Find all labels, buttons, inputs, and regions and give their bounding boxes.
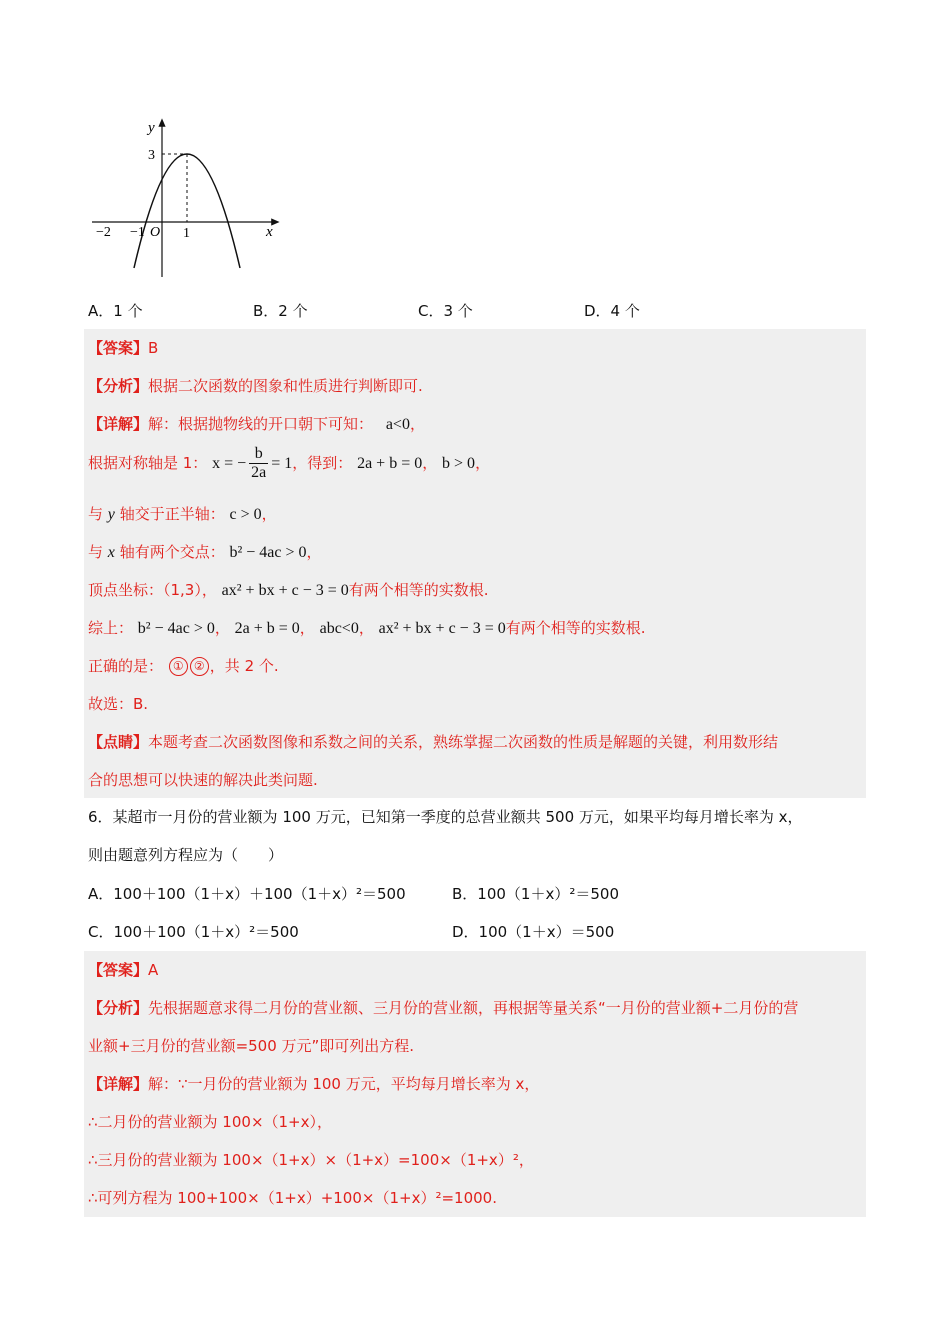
q6-option-a: A．100＋100（1＋x）＋100（1＋x）²＝500 xyxy=(88,885,406,903)
q6-detail-line-4: ∴可列方程为 100+100×（1+x）+100×（1+x）²=1000. xyxy=(88,1189,497,1207)
choice-b: B．2 个 xyxy=(253,302,308,320)
q5-comment-line-1: 【点睛】本题考查二次函数图像和系数之间的关系，熟练掌握二次函数的性质是解题的关键，利用数形结 xyxy=(88,733,779,751)
parabola-graph xyxy=(88,112,288,287)
q6-solution-block xyxy=(84,951,866,1217)
x-tick-1: 1 xyxy=(183,226,190,241)
q5-solution-block xyxy=(84,329,866,798)
choice-d: D．4 个 xyxy=(584,302,640,320)
q6-option-d: D．100（1＋x）＝500 xyxy=(452,923,615,941)
q5-correct-line: 正确的是： ① ② ，共 2 个. xyxy=(88,657,279,675)
q6-detail-line-3: ∴三月份的营业额为 100×（1+x）×（1+x）=100×（1+x）²， xyxy=(88,1151,534,1169)
q6-analysis-line-2: 业额+三月份的营业额=500 万元”即可列出方程. xyxy=(88,1037,415,1055)
origin-label: O xyxy=(150,225,161,240)
q6-answer-line: 【答案】A xyxy=(88,961,159,979)
q5-comment-line-2: 合的思想可以快速的解决此类问题. xyxy=(88,771,318,789)
q5-summary-line: 综上： b² − 4ac > 0， 2a + b = 0， abc<0， ax² + bx + c − 3 = 0有两个相等的实数根. xyxy=(88,619,646,637)
q5-y-axis-line: 与 y 轴交于正半轴： c > 0， xyxy=(88,505,277,523)
x-tick-neg1: −1 xyxy=(130,225,145,240)
q6-option-c: C．100＋100（1＋x）²＝500 xyxy=(88,923,299,941)
y-axis-label: y xyxy=(148,120,155,136)
y-tick-3: 3 xyxy=(148,148,155,163)
q5-choices xyxy=(88,298,868,324)
q5-vertex-line: 顶点坐标：（1,3）， ax² + bx + c − 3 = 0有两个相等的实数根. xyxy=(88,581,489,599)
q5-choose-line: 故选：B. xyxy=(88,695,149,713)
q6-stem-line-1: 6．某超市一月份的营业额为 100 万元，已知第一季度的总营业额共 500 万元，如果平均每月增长率为 x， xyxy=(88,808,803,826)
x-axis-label: x xyxy=(266,224,273,240)
q6-option-b: B．100（1＋x）²＝500 xyxy=(452,885,619,903)
q5-detail-line: 【详解】解：根据抛物线的开口朝下可知： a<0， xyxy=(88,415,425,433)
fraction: $\frac{b}{2a}$ xyxy=(251,445,267,481)
q6-analysis-line-1: 【分析】先根据题意求得二月份的营业额、三月份的营业额，再根据等量关系“一月份的营业额+二月份的营 xyxy=(88,999,799,1017)
q5-answer-line: 【答案】B xyxy=(88,339,159,357)
q5-symmetry-line: 根据对称轴是 1： x = − $\frac{b}{2a}$ = 1，得到： 2a + b = 0， b > 0， xyxy=(88,445,491,481)
x-tick-neg2: −2 xyxy=(96,225,111,240)
q5-x-axis-line: 与 x 轴有两个交点： b² − 4ac > 0， xyxy=(88,543,322,561)
q5-analysis-line: 【分析】根据二次函数的图象和性质进行判断即可. xyxy=(88,377,423,395)
q6-detail-line-2: ∴二月份的营业额为 100×（1+x）， xyxy=(88,1113,333,1131)
q6-detail-line-1: 【详解】解：∵一月份的营业额为 100 万元，平均每月增长率为 x， xyxy=(88,1075,540,1093)
q6-stem-line-2: 则由题意列方程应为（ ） xyxy=(88,846,284,864)
choice-c: C．3 个 xyxy=(418,302,473,320)
choice-a: A．1 个 xyxy=(88,302,143,320)
